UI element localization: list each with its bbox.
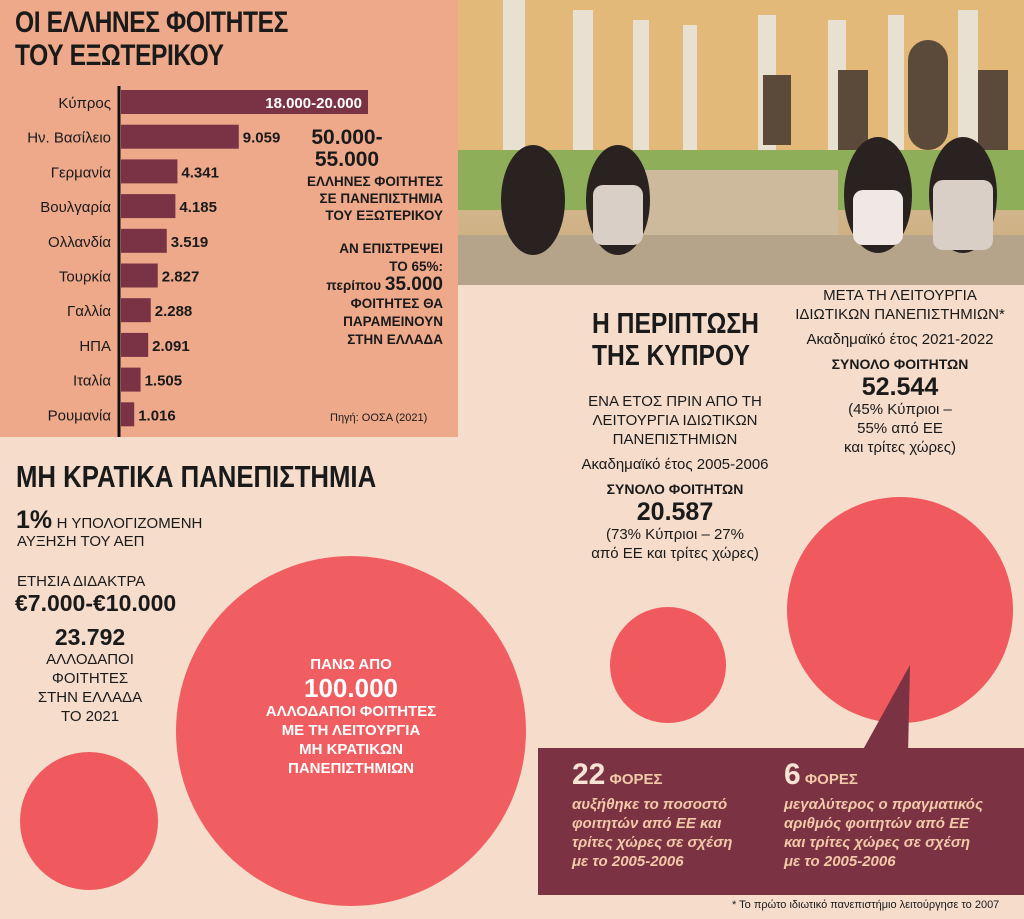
after-total: 52.544 [861,373,939,401]
abroad-l3: ΤΟΥ ΕΞΩΤΕΡΙΚΟΥ [325,208,443,223]
big-l3: ΜΕ ΤΗ ΛΕΙΤΟΥΡΓΙΑ [281,722,421,739]
callout-c2-l3: και τρίτες χώρες σε σχέση [784,834,970,851]
callout-right [784,760,983,871]
after-l1: ΜΕΤΑ ΤΗ ΛΕΙΤΟΥΡΓΙΑ [823,287,977,304]
value-label-5: 2.827 [161,268,200,286]
footnote: * Το πρώτο ιδιωτικό πανεπιστήμιο λειτούργησε το 2007 [732,899,1000,911]
before-l1: ΕΝΑ ΕΤΟΣ ΠΡΙΝ ΑΠΟ ΤΗ [588,393,762,410]
callout-c1-l4: με το 2005-2006 [572,853,684,870]
value-label-4: 3.519 [170,233,209,251]
return-l6: ΣΤΗΝ ΕΛΛΑΔΑ [347,332,443,347]
before-year: Ακαδημαϊκό έτος 2005-2006 [581,456,769,473]
category-label-4: Ολλανδία [48,233,111,251]
before-l2: ΛΕΙΤΟΥΡΓΙΑ ΙΔΙΩΤΙΚΩΝ [592,412,758,429]
callout-pointer [850,665,920,755]
campus-photo-illustration [458,0,1024,285]
after-total-label: ΣΥΝΟΛΟ ΦΟΙΤΗΤΩΝ [831,356,969,372]
abroad-l2: ΣΕ ΠΑΝΕΠΙΣΤΗΜΙΑ [319,191,443,206]
return-l1: ΑΝ ΕΠΙΣΤΡΕΨΕΙ [339,241,443,256]
abroad-summary [247,127,447,349]
callout-c1-l2: φοιτητών από ΕΕ και [572,815,722,832]
foreign-l2: ΦΟΙΤΗΤΕΣ [51,670,129,687]
bar-7 [121,333,148,357]
big-num: 100.000 [304,673,398,703]
after-year: Ακαδημαϊκό έτος 2021-2022 [806,331,994,348]
callout-left [572,760,732,871]
category-label-1: Ην. Βασίλειο [27,129,111,147]
value-label-0: 18.000-20.000 [265,95,362,112]
value-label-9: 1.016 [138,407,176,425]
foreign-l1: ΑΛΛΟΔΑΠΟΙ [46,651,134,668]
after-l2: ΙΔΙΩΤΙΚΩΝ ΠΑΝΕΠΙΣΤΗΜΙΩΝ* [795,306,1005,323]
category-label-9: Ρουμανία [47,407,111,425]
abroad-l1: ΕΛΛΗΝΕΣ ΦΟΙΤΗΤΕΣ [306,174,443,189]
callout-c2-l2: αριθμός φοιτητών από ΕΕ [784,815,970,832]
cyprus-title [592,308,759,372]
callout-n2-word: ΦΟΡΕΣ [800,771,858,788]
category-label-8: Ιταλία [72,372,111,390]
chart-source: Πηγή: ΟΟΣΑ (2021) [330,412,428,424]
abroad-range: 50.000- [311,126,383,149]
circle-23792 [20,752,158,890]
after-split3: και τρίτες χώρες) [844,439,956,456]
campus-photo [458,0,1024,285]
value-label-7: 2.091 [152,337,190,355]
before-total-label: ΣΥΝΟΛΟ ΦΟΙΤΗΤΩΝ [606,481,744,497]
callout-c1-l3: τρίτες χώρες σε σχέση [572,834,733,851]
big-l4: ΜΗ ΚΡΑΤΙΚΩΝ [299,741,403,758]
value-label-8: 1.505 [144,372,183,390]
return-l2: ΤΟ 65%: [389,259,443,274]
big-l1: ΠΑΝΩ ΑΠΟ [310,656,392,673]
return-l4: ΦΟΙΤΗΤΕΣ ΘΑ [350,296,443,311]
chart-title-line2: ΤΟΥ ΕΞΩΤΕΡΙΚΟΥ [15,39,224,72]
category-label-7: ΗΠΑ [79,337,111,355]
category-label-2: Γερμανία [50,164,111,182]
value-label-6: 2.288 [154,303,193,321]
value-label-1: 9.059 [242,129,281,147]
callout-c2-l1: μεγαλύτερος ο πραγματικός [784,796,983,813]
after-split1: (45% Κύπριοι – [848,401,952,418]
before-total: 20.587 [636,498,714,526]
before-split2: από ΕΕ και τρίτες χώρες) [591,545,759,562]
big-l5: ΠΑΝΕΠΙΣΤΗΜΙΩΝ [287,760,415,777]
foreign-l4: ΤΟ 2021 [60,708,120,725]
category-label-5: Τουρκία [58,268,111,286]
bar-1 [121,125,239,149]
category-label-3: Βουλγαρία [40,199,111,217]
foreign-students-block [25,624,155,726]
category-label-6: Γαλλία [67,303,111,321]
value-label-2: 4.341 [181,164,219,182]
big-circle-text [226,655,476,778]
bar-chart-panel [0,0,458,437]
gdp-l2: ΑΥΞΗΣΗ ΤΟΥ ΑΕΠ [17,533,145,550]
callout-n2: 6 [784,758,801,791]
abroad-range2: 55.000 [314,148,380,171]
gdp-l1: Η ΥΠΟΛΟΓΙΖΟΜΕΝΗ [56,515,203,532]
bar-8 [121,368,141,392]
callout-c2-l4: με το 2005-2006 [784,853,896,870]
bar-3 [121,194,175,218]
gdp-block [16,506,202,535]
bar-4 [121,229,167,253]
bar-9 [121,402,134,426]
return-l3a: περίπου [326,278,385,293]
return-l5: ΠΑΡΑΜΕΙΝΟΥΝ [343,314,443,329]
callout-n1-word: ΦΟΡΕΣ [605,771,663,788]
category-label-0: Κύπρος [58,95,111,112]
big-l2: ΑΛΛΟΔΑΠΟΙ ΦΟΙΤΗΤΕΣ [265,703,437,720]
callout-n1: 22 [572,758,606,791]
cyprus-title2: ΤΗΣ ΚΥΠΡΟΥ [592,340,750,372]
private-title: ΜΗ ΚΡΑΤΙΚΑ ΠΑΝΕΠΙΣΤΗΜΙΑ [16,459,377,494]
before-l3: ΠΑΝΕΠΙΣΤΗΜΙΩΝ [612,431,738,448]
before-split1: (73% Κύπριοι – 27% [606,526,744,543]
gdp-pct: 1% [16,506,53,534]
after-split2: 55% από ΕΕ [857,420,943,437]
circle-20587 [610,607,726,723]
return-number: 35.000 [384,274,443,295]
cyprus-after-block [785,286,1015,457]
bar-5 [121,264,158,288]
callout-c1-l1: αυξήθηκε το ποσοστό [572,796,728,813]
cyprus-before-block [560,392,790,563]
cyprus-title1: Η ΠΕΡΙΠΤΩΣΗ [592,308,759,340]
fees-label: ΕΤΗΣΙΑ ΔΙΔΑΚΤΡΑ [17,573,146,590]
foreign-l3: ΣΤΗΝ ΕΛΛΑΔΑ [37,689,143,706]
foreign-num: 23.792 [54,624,126,650]
bar-2 [121,159,177,183]
fees-value: €7.000-€10.000 [15,590,177,616]
chart-title-line1: ΟΙ ΕΛΛΗΝΕΣ ΦΟΙΤΗΤΕΣ [15,6,288,39]
bar-6 [121,298,151,322]
value-label-3: 4.185 [179,199,217,217]
